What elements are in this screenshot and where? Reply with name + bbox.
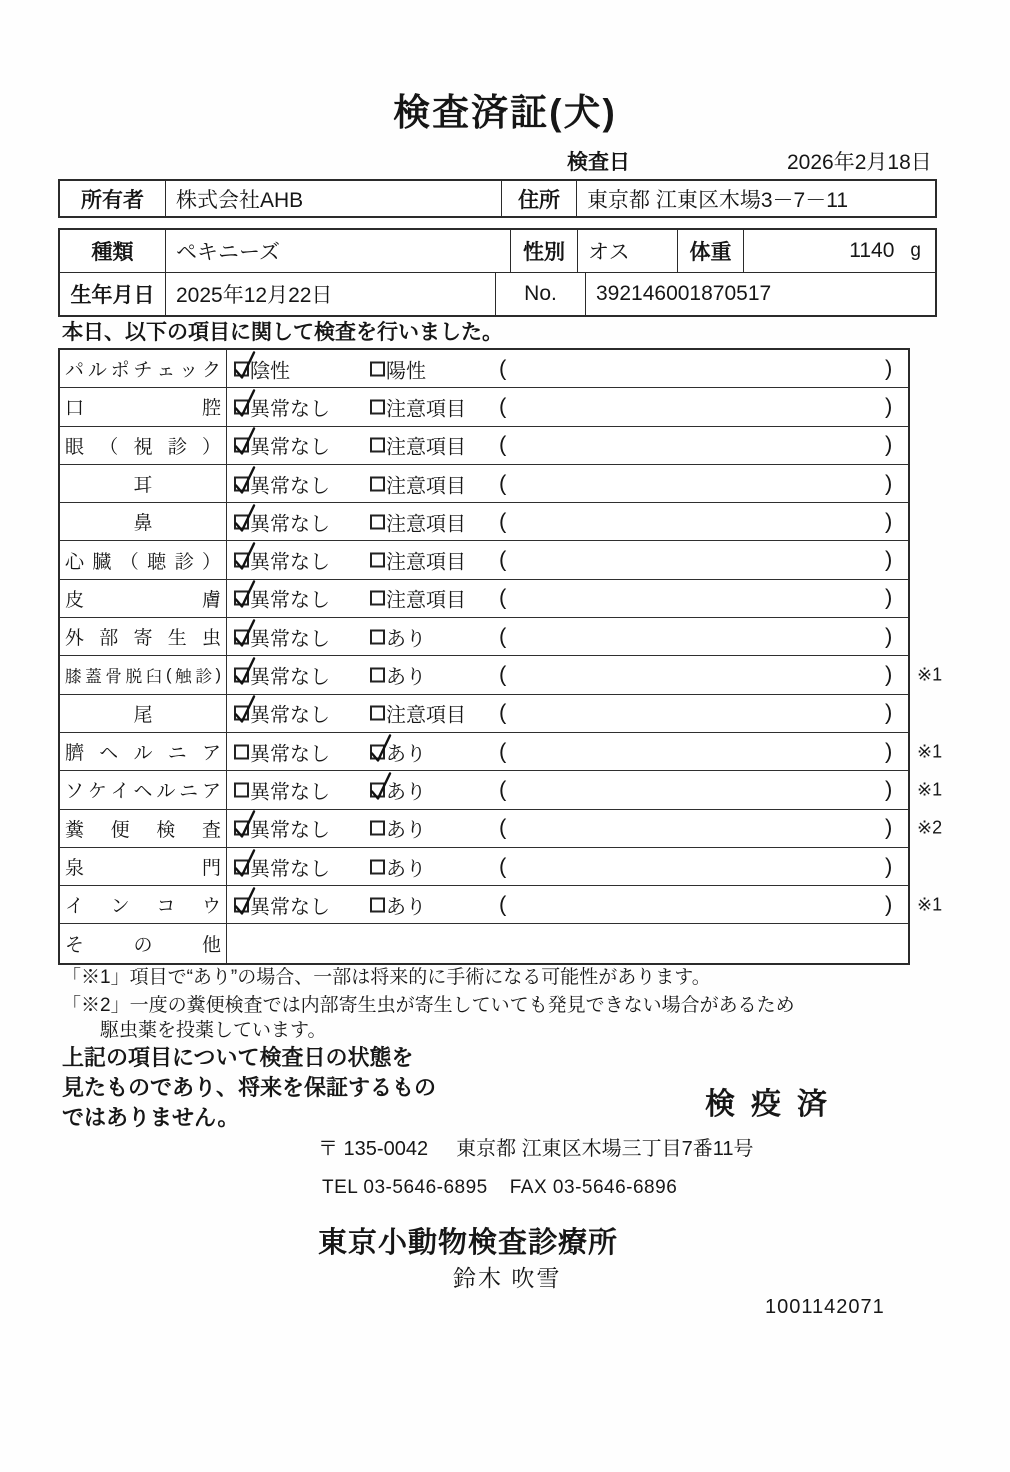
option-2-label: 注意項目 bbox=[386, 513, 466, 536]
exam-row bbox=[60, 541, 908, 579]
exam-item-label: 泉 門 bbox=[60, 848, 227, 885]
checkbox-2 bbox=[370, 591, 385, 606]
exam-note: ※1 bbox=[917, 894, 943, 915]
option-2-label: 注意項目 bbox=[386, 589, 466, 612]
checkbox-2 bbox=[370, 744, 385, 759]
option-2-label: 注意項目 bbox=[386, 398, 466, 421]
checkbox-1 bbox=[234, 361, 249, 376]
checkbox-2 bbox=[370, 706, 385, 721]
owner-value: 株式会社AHB bbox=[165, 181, 501, 216]
breed-label: 種類 bbox=[91, 241, 134, 264]
exam-item-label: そ の 他 bbox=[60, 924, 227, 962]
disclaimer-text bbox=[62, 1043, 436, 1133]
exam-row bbox=[60, 695, 908, 733]
exam-item-label: イ ン コ ウ bbox=[60, 886, 227, 923]
birth-row bbox=[60, 272, 935, 315]
paren-close: ) bbox=[885, 661, 893, 687]
check-mark-icon bbox=[232, 388, 258, 419]
paren-open: ( bbox=[499, 584, 507, 610]
clinic-fax: FAX 03-5646-6896 bbox=[509, 1177, 678, 1198]
checkbox-1 bbox=[234, 706, 249, 721]
paren-close: ) bbox=[885, 738, 893, 764]
paren-close: ) bbox=[885, 623, 893, 649]
checkbox-2 bbox=[370, 821, 385, 836]
exam-row bbox=[60, 350, 908, 388]
option-2-label: 注意項目 bbox=[386, 551, 466, 574]
exam-item-label: 外 部 寄 生 虫 bbox=[60, 618, 227, 655]
exam-row bbox=[60, 733, 943, 771]
check-mark-icon bbox=[232, 542, 258, 573]
option-1-label: 異常なし bbox=[250, 858, 330, 880]
option-2 bbox=[370, 661, 426, 690]
option-2 bbox=[370, 507, 466, 536]
paren-close: ) bbox=[885, 431, 893, 457]
checkbox-1 bbox=[234, 553, 249, 568]
checkbox-2 bbox=[370, 897, 385, 912]
exam-note: ※1 bbox=[917, 741, 943, 762]
option-1 bbox=[234, 392, 330, 421]
exam-row bbox=[60, 771, 943, 809]
exam-row-content bbox=[227, 810, 908, 847]
option-1-label: 異常なし bbox=[250, 819, 330, 842]
option-1-label: 異常なし bbox=[250, 666, 330, 689]
exam-note: ※1 bbox=[917, 664, 943, 685]
option-1 bbox=[234, 584, 330, 613]
paren-close: ) bbox=[885, 814, 893, 840]
checkbox-1 bbox=[234, 476, 249, 491]
option-2-label: 注意項目 bbox=[386, 436, 466, 459]
owner-row bbox=[60, 181, 935, 216]
option-1 bbox=[234, 507, 330, 536]
checkbox-1 bbox=[234, 591, 249, 606]
option-1-label: 異常なし bbox=[250, 436, 330, 459]
check-mark-icon bbox=[232, 886, 258, 917]
option-1 bbox=[234, 814, 330, 843]
address-label: 住所 bbox=[501, 181, 576, 216]
checkbox-1 bbox=[234, 859, 249, 874]
exam-item-label: 皮 膚 bbox=[60, 580, 227, 617]
paren-open: ( bbox=[499, 546, 507, 572]
exam-row-content bbox=[227, 388, 908, 425]
exam-row-content bbox=[227, 695, 908, 732]
exam-row-content bbox=[227, 924, 908, 962]
check-mark-icon bbox=[232, 810, 258, 841]
exam-row-content bbox=[227, 733, 908, 770]
exam-row bbox=[60, 924, 908, 962]
checkbox-1 bbox=[234, 629, 249, 644]
option-2-label: あり bbox=[386, 743, 426, 766]
sex-label: 性別 bbox=[510, 230, 577, 272]
check-mark-icon bbox=[232, 657, 258, 688]
paren-close: ) bbox=[885, 546, 893, 572]
exam-row bbox=[60, 580, 908, 618]
option-2-label: あり bbox=[386, 666, 426, 689]
option-1 bbox=[234, 890, 330, 919]
clinic-name: 東京小動物検査診療所 bbox=[318, 1227, 619, 1259]
paren-open: ( bbox=[499, 508, 507, 534]
checkbox-2 bbox=[370, 553, 385, 568]
exam-row bbox=[60, 810, 943, 848]
exam-item-label: 臍 ヘ ル ニ ア bbox=[60, 733, 227, 770]
exam-row bbox=[60, 503, 908, 541]
exam-item-label: 膝 蓋 骨 脱 臼 ( 触 診 ) bbox=[60, 656, 227, 693]
option-1 bbox=[234, 469, 330, 498]
paren-open: ( bbox=[499, 814, 507, 840]
exam-row-content bbox=[227, 580, 908, 617]
paren-open: ( bbox=[499, 431, 507, 457]
option-1 bbox=[234, 661, 330, 690]
disclaimer-line: ではありません。 bbox=[62, 1105, 240, 1130]
paren-close: ) bbox=[885, 470, 893, 496]
paren-close: ) bbox=[885, 699, 893, 725]
option-2-label: あり bbox=[386, 858, 426, 880]
weight-label: 体重 bbox=[677, 230, 743, 272]
option-2 bbox=[370, 890, 426, 919]
check-mark-icon bbox=[232, 848, 258, 879]
exam-row bbox=[60, 388, 908, 426]
weight-value: 1140 bbox=[849, 239, 895, 262]
paren-open: ( bbox=[499, 699, 507, 725]
option-2 bbox=[370, 814, 426, 843]
exam-row-content bbox=[227, 350, 908, 387]
exam-item-label: 耳 bbox=[60, 465, 227, 502]
option-2 bbox=[370, 354, 426, 383]
checkbox-1 bbox=[234, 897, 249, 912]
option-2 bbox=[370, 546, 466, 575]
checkbox-2 bbox=[370, 361, 385, 376]
option-1 bbox=[234, 775, 330, 804]
option-2 bbox=[370, 431, 466, 460]
exam-item-label: 心 臓 （ 聴 診 ） bbox=[60, 541, 227, 578]
paren-close: ) bbox=[885, 584, 893, 610]
paren-open: ( bbox=[499, 393, 507, 419]
exam-item-label: 糞 便 検 査 bbox=[60, 810, 227, 847]
paren-open: ( bbox=[499, 776, 507, 802]
disclaimer-line: 上記の項目について検査日の状態を bbox=[62, 1045, 414, 1070]
option-1 bbox=[234, 737, 330, 766]
option-1 bbox=[234, 431, 330, 460]
exam-table bbox=[58, 348, 943, 965]
option-1-label: 異常なし bbox=[250, 704, 330, 727]
option-2-label: 陽性 bbox=[386, 360, 426, 383]
weight-cell bbox=[743, 230, 935, 272]
exam-row bbox=[60, 618, 908, 656]
option-1-label: 異常なし bbox=[250, 628, 330, 651]
option-2-label: 注意項目 bbox=[386, 475, 466, 498]
option-2 bbox=[370, 622, 426, 651]
option-2-label: 注意項目 bbox=[386, 704, 466, 727]
checkbox-1 bbox=[234, 399, 249, 414]
footnote-2: 「※2」一度の糞便検査では内部寄生虫が寄生していても発見できない場合があるため bbox=[62, 995, 795, 1016]
option-1-label: 異常なし bbox=[250, 743, 330, 766]
no-value: 392146001870517 bbox=[585, 273, 935, 315]
exam-note: ※1 bbox=[917, 779, 943, 800]
breed-row bbox=[60, 230, 935, 272]
exam-item-label: 口 腔 bbox=[60, 388, 227, 425]
exam-row bbox=[60, 427, 908, 465]
page-title: 検査済証(犬) bbox=[393, 92, 617, 133]
check-mark-icon bbox=[232, 618, 258, 649]
option-1-label: 異常なし bbox=[250, 551, 330, 574]
option-2-label: あり bbox=[386, 628, 426, 651]
option-1 bbox=[234, 354, 290, 383]
exam-item-label: 眼 （ 視 診 ） bbox=[60, 427, 227, 464]
exam-item-label: ソ ケ イ ヘ ル ニ ア bbox=[60, 771, 227, 808]
check-mark-icon bbox=[232, 580, 258, 611]
weight-unit: g bbox=[910, 240, 921, 261]
examiner-name: 鈴木 吹雪 bbox=[453, 1265, 562, 1291]
exam-item-label: 鼻 bbox=[60, 503, 227, 540]
option-1-label: 異常なし bbox=[250, 589, 330, 612]
exam-item-label: パ ル ポ チ ェ ッ ク bbox=[60, 350, 227, 387]
paren-open: ( bbox=[499, 470, 507, 496]
check-mark-icon bbox=[232, 350, 258, 381]
option-1-label: 異常なし bbox=[250, 513, 330, 536]
birth-label: 生年月日 bbox=[70, 284, 155, 307]
paren-open: ( bbox=[499, 623, 507, 649]
exam-note: ※2 bbox=[917, 817, 943, 838]
sex-value: オス bbox=[577, 230, 677, 272]
paren-close: ) bbox=[885, 355, 893, 381]
checkbox-2 bbox=[370, 476, 385, 491]
option-2 bbox=[370, 699, 466, 728]
paren-open: ( bbox=[499, 891, 507, 917]
breed-value: ペキニーズ bbox=[165, 230, 510, 272]
no-label: No. bbox=[495, 273, 585, 315]
check-mark-icon bbox=[368, 733, 394, 764]
inspection-date-label: 検査日 bbox=[567, 151, 630, 174]
option-1-label: 異常なし bbox=[250, 781, 330, 804]
paren-open: ( bbox=[499, 852, 507, 878]
option-2-label: あり bbox=[386, 896, 426, 919]
option-1 bbox=[234, 699, 330, 728]
intro-text: 本日、以下の項目に関して検査を行いました。 bbox=[62, 321, 503, 344]
paren-close: ) bbox=[885, 852, 893, 878]
option-2 bbox=[370, 775, 426, 804]
owner-table bbox=[58, 179, 937, 218]
clinic-postal-line bbox=[318, 1132, 754, 1161]
exam-row-content bbox=[227, 541, 908, 578]
exam-row bbox=[60, 465, 908, 503]
check-mark-icon bbox=[232, 465, 258, 496]
exam-row-content bbox=[227, 656, 908, 693]
checkbox-2 bbox=[370, 668, 385, 683]
postal-code: 〒 135-0042 bbox=[318, 1138, 429, 1160]
exam-row-content bbox=[227, 618, 908, 655]
exam-row-content bbox=[227, 886, 908, 923]
checkbox-2 bbox=[370, 399, 385, 414]
paren-open: ( bbox=[499, 738, 507, 764]
paren-open: ( bbox=[499, 661, 507, 687]
footnote-1: 「※1」項目で“あり”の場合、一部は将来的に手術になる可能性があります。 bbox=[62, 967, 711, 988]
exam-row-content bbox=[227, 503, 908, 540]
exam-item-label: 尾 bbox=[60, 695, 227, 732]
option-1 bbox=[234, 622, 330, 651]
exam-row bbox=[60, 656, 943, 694]
exam-row-content bbox=[227, 465, 908, 502]
exam-row-content bbox=[227, 771, 908, 808]
inspection-date-value: 2026年2月18日 bbox=[787, 151, 932, 174]
option-1 bbox=[234, 546, 330, 575]
option-1-label: 陰性 bbox=[250, 360, 290, 383]
check-mark-icon bbox=[368, 771, 394, 802]
option-1-label: 異常なし bbox=[250, 896, 330, 919]
paren-close: ) bbox=[885, 891, 893, 917]
checkbox-1 bbox=[234, 438, 249, 453]
option-2 bbox=[370, 737, 426, 766]
check-mark-icon bbox=[232, 427, 258, 458]
option-2-label: あり bbox=[386, 781, 426, 804]
checkbox-2 bbox=[370, 629, 385, 644]
option-1-label: 異常なし bbox=[250, 475, 330, 498]
checkbox-2 bbox=[370, 782, 385, 797]
quarantine-stamp: 検疫済 bbox=[705, 1088, 843, 1121]
birth-value: 2025年12月22日 bbox=[165, 273, 495, 315]
clinic-address: 東京都 江東区木場三丁目7番11号 bbox=[456, 1138, 754, 1160]
check-mark-icon bbox=[232, 695, 258, 726]
checkbox-2 bbox=[370, 438, 385, 453]
paren-close: ) bbox=[885, 508, 893, 534]
checkbox-1 bbox=[234, 668, 249, 683]
check-mark-icon bbox=[232, 503, 258, 534]
option-2 bbox=[370, 584, 466, 613]
option-2 bbox=[370, 852, 426, 881]
checkbox-2 bbox=[370, 859, 385, 874]
document-number: 1001142071 bbox=[765, 1296, 885, 1318]
checkbox-2 bbox=[370, 514, 385, 529]
clinic-telfax-line bbox=[322, 1177, 677, 1199]
address-value: 東京都 江東区木場3－7－11 bbox=[576, 181, 935, 216]
paren-close: ) bbox=[885, 776, 893, 802]
option-1-label: 異常なし bbox=[250, 398, 330, 421]
disclaimer-line: 見たものであり、将来を保証するもの bbox=[62, 1075, 437, 1100]
footnote-3: 駆虫薬を投薬しています。 bbox=[100, 1020, 327, 1041]
exam-row-content bbox=[227, 848, 908, 885]
owner-label: 所有者 bbox=[81, 188, 144, 212]
option-2 bbox=[370, 392, 466, 421]
exam-row bbox=[60, 886, 943, 924]
paren-close: ) bbox=[885, 393, 893, 419]
clinic-tel: TEL 03-5646-6895 bbox=[322, 1177, 488, 1198]
option-2 bbox=[370, 469, 466, 498]
checkbox-1 bbox=[234, 744, 249, 759]
option-2-label: あり bbox=[386, 819, 426, 842]
info-table bbox=[58, 228, 937, 317]
checkbox-1 bbox=[234, 821, 249, 836]
exam-row bbox=[60, 848, 908, 886]
exam-row-content bbox=[227, 427, 908, 464]
checkbox-1 bbox=[234, 514, 249, 529]
paren-open: ( bbox=[499, 355, 507, 381]
checkbox-1 bbox=[234, 782, 249, 797]
option-1 bbox=[234, 852, 330, 881]
